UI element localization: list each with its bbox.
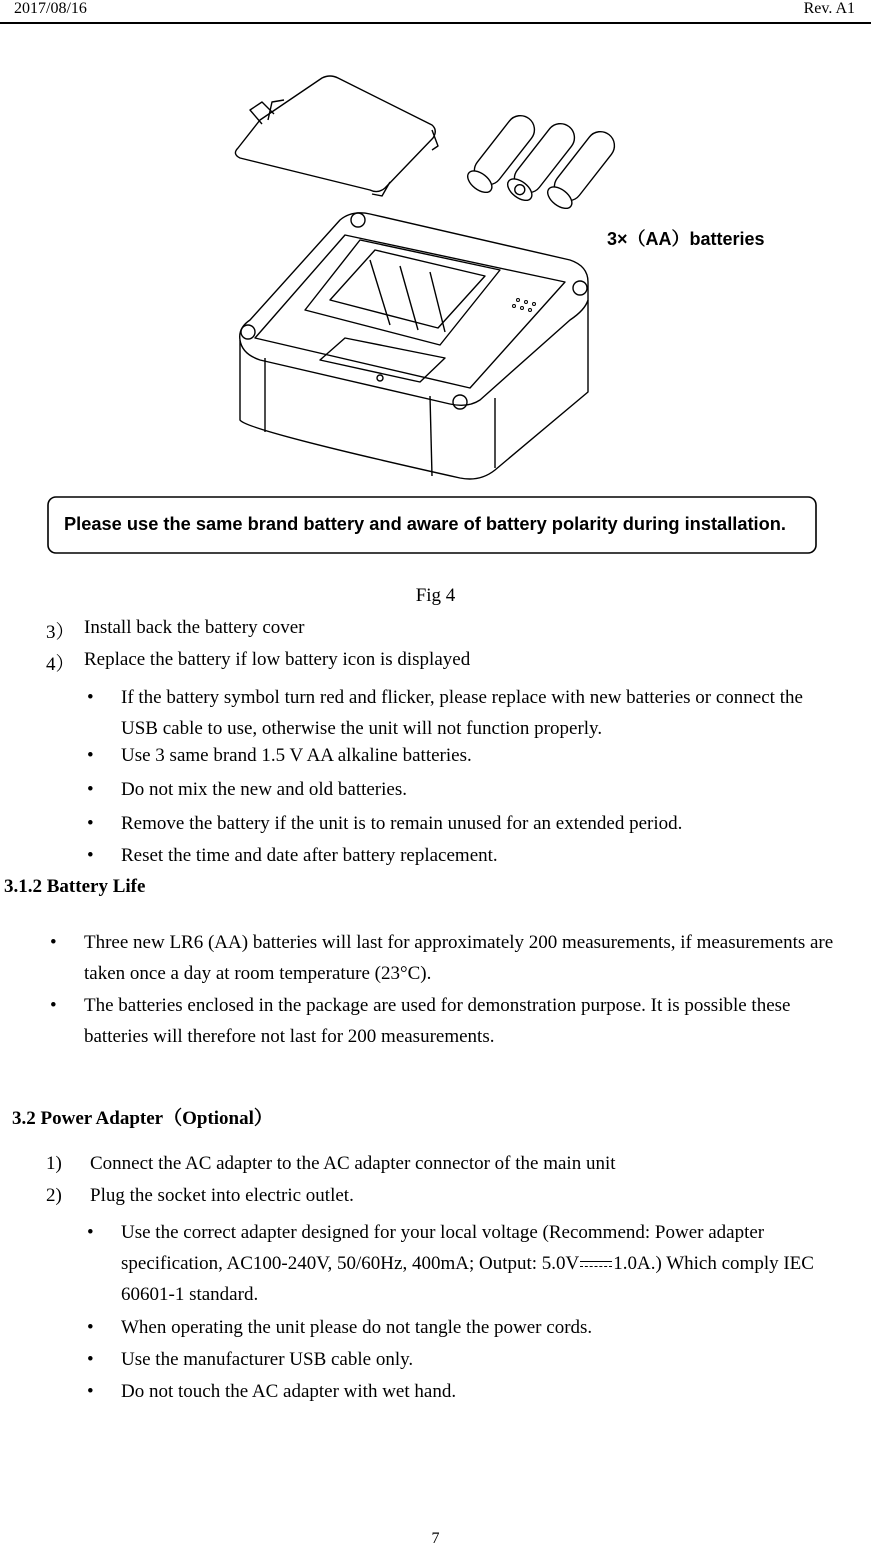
- adapter-bullet-2-text: When operating the unit please do not tangle the power cords.: [121, 1317, 593, 1338]
- adapter-bullet-3-text: Use the manufacturer USB cable only.: [121, 1349, 414, 1370]
- battery-life-bullet-1-text: Three new LR6 (AA) batteries will last for approximately 200 measurements, if measurements are taken once a day at room temperature (23°C).: [84, 932, 834, 984]
- page-number: 7: [431, 1530, 440, 1547]
- battery-life-heading: 3.1.2 Battery Life: [4, 876, 146, 897]
- bullet-icon: •: [87, 845, 94, 866]
- adapter-step-2-text: Plug the socket into electric outlet.: [90, 1185, 354, 1206]
- bullet-icon: •: [87, 779, 94, 800]
- adapter-bullet-4-text: Do not touch the AC adapter with wet hand.: [121, 1381, 457, 1402]
- adapter-bullet-2: [87, 1317, 593, 1339]
- bullet-icon: •: [87, 1381, 94, 1402]
- batteries-label: 3×（AA）batteries: [607, 229, 765, 249]
- battery-bullet-2-text: Use 3 same brand 1.5 V AA alkaline batteries.: [121, 745, 472, 766]
- bullet-icon: •: [87, 1222, 94, 1243]
- battery-bullet-5: [87, 845, 498, 867]
- battery-cover-illustration: [235, 76, 438, 196]
- adapter-bullet-1-text-b: 1.0A.) Which comply IEC 60601-1 standard.: [121, 1253, 814, 1305]
- bullet-icon: •: [87, 1317, 94, 1338]
- step-4-text: Replace the battery if low battery icon is displayed: [84, 649, 471, 670]
- adapter-bullet-4: [87, 1381, 457, 1403]
- battery-bullet-2: [87, 745, 472, 767]
- battery-bullet-1-text: If the battery symbol turn red and flicker, please replace with new batteries or connect the USB cable to use, otherwise the unit will not function properly.: [121, 687, 803, 739]
- page-header: [0, 0, 871, 24]
- adapter-bullet-3: [87, 1349, 414, 1371]
- adapter-step-1-text: Connect the AC adapter to the AC adapter connector of the main unit: [90, 1153, 616, 1174]
- bullet-icon: •: [50, 932, 57, 953]
- bullet-icon: •: [87, 687, 94, 708]
- battery-life-bullet-2-text: The batteries enclosed in the package are used for demonstration purpose. It is possible these batteries will therefore not last for 200 measurements.: [84, 995, 791, 1047]
- power-adapter-heading: 3.2 Power Adapter（Optional）: [12, 1108, 273, 1129]
- notice-text: Please use the same brand battery and aware of battery polarity during installation.: [64, 514, 786, 534]
- battery-bullet-5-text: Reset the time and date after battery replacement.: [121, 845, 498, 866]
- battery-bullet-1: [87, 682, 811, 744]
- header-revision: Rev. A1: [803, 0, 855, 17]
- step-3-text: Install back the battery cover: [84, 617, 305, 638]
- battery-life-bullet-1: [50, 927, 854, 989]
- header-date: 2017/08/16: [14, 0, 87, 17]
- adapter-step-2-number: 2): [46, 1185, 62, 1206]
- adapter-bullet-1-text-a: Use the correct adapter designed for your local voltage (Recommend: Power adapter specification, AC100-240V, 50/60Hz, 400mA; Output: 5.0V: [121, 1222, 765, 1274]
- main-unit-illustration: [240, 213, 588, 479]
- step-3-number: 3）: [46, 622, 75, 643]
- battery-bullet-4: [87, 813, 683, 835]
- step-4-number: 4）: [46, 654, 75, 675]
- dc-symbol-icon: [580, 1260, 612, 1270]
- battery-bullet-3-text: Do not mix the new and old batteries.: [121, 779, 407, 800]
- adapter-step-1-number: 1): [46, 1153, 62, 1174]
- battery-installation-figure: [40, 70, 830, 560]
- battery-bullet-4-text: Remove the battery if the unit is to remain unused for an extended period.: [121, 813, 683, 834]
- aa-batteries-illustration: [464, 110, 620, 213]
- battery-bullet-3: [87, 779, 407, 801]
- bullet-icon: •: [87, 1349, 94, 1370]
- adapter-bullet-1: [87, 1217, 866, 1310]
- battery-life-bullet-2: [50, 990, 859, 1052]
- bullet-icon: •: [50, 995, 57, 1016]
- bullet-icon: •: [87, 813, 94, 834]
- figure-caption: Fig 4: [415, 585, 456, 606]
- bullet-icon: •: [87, 745, 94, 766]
